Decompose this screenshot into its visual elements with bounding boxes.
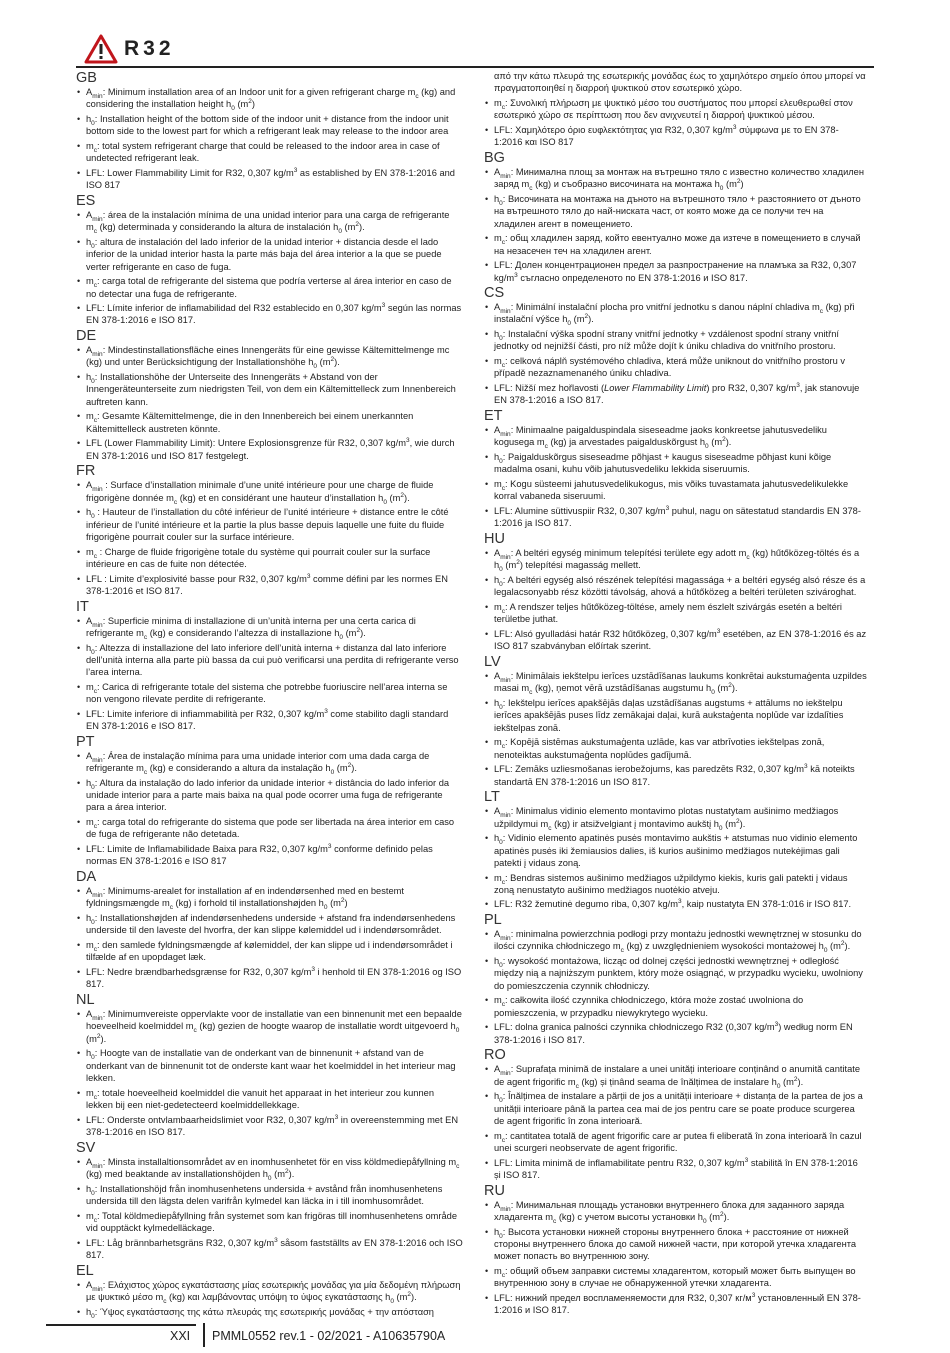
definition-item: • $A_{min}$: Área de instalação mínima para uma unidade interior com uma dada carga de refrigerante $m_c$ (kg) e considerando a altura da instalação $h_0$ $(m^2)$.	[76, 750, 463, 775]
definition-item: • $h_0$: Installationshöjd från inomhusenhetens undersida + avstånd från inomhusenhetens undersida till den lägsta delen varifrån kylmedel kan läcka in i till inomhusområdet.	[76, 1183, 463, 1208]
definition-item: • LFL: Nižší mez hořlavosti (Lower Flammability Limit) pro R32, 0,307 $kg/m^3$, jak stanovuje EN 378-1:2016 a ISO 817.	[484, 382, 867, 407]
definition-item: • $A_{min}$: Minimální instalační plocha pro vnitřní jednotku s danou náplní chladiva $m_c$ (kg) při instalační výšce $h_0$ $(m^2)$.	[484, 301, 867, 326]
definition-item: • $h_0$: altura de instalación del lado inferior de la unidad interior + distancia desde el lado inferior de la unidad interior hasta la parte más baja del área interior a la que se puede verter refrigerante en caso de fuga.	[76, 236, 463, 273]
definition-list	[484, 70, 867, 149]
definition-item: • $A_{min}$: Минимална площ за монтаж на вътрешно тяло с известно количество хладилен заряд $m_c$ (kg) и съобразно височината на монтажа $h_0$ $(m^2)$	[484, 166, 867, 191]
definition-item: • $h_0$: Installationshøjden af indendørsenhedens underside + afstand fra indendørsenhedens underside til den laveste del hvorfra, der kan slippe kølemiddel ud i indendørsområdet.	[76, 912, 463, 937]
definition-list	[76, 750, 463, 868]
definition-item: • $m_c$ : Charge de fluide frigorigène totale du système qui pourrait couler sur la surface intérieure en cas de fuite non détectée.	[76, 546, 463, 571]
language-code: ET	[484, 408, 503, 425]
definition-list	[484, 547, 867, 653]
language-code: ES	[76, 192, 96, 209]
section-nl	[76, 993, 463, 1138]
section-lv	[484, 655, 867, 788]
definition-item: • LFL: Limita minimă de inflamabilitate pentru R32, 0,307 $kg/m^3$ stabilită în EN 378-1:2016 și ISO 817.	[484, 1157, 867, 1182]
section-el	[76, 1264, 463, 1318]
definition-item: • $A_{min}$: Minimums-arealet for installation af en indendørsenhed med en bestemt fyldningsmængde $m_c$ (kg) i forhold til installationshøjden $h_0$ $(m^2)$	[76, 885, 463, 910]
section-ro	[484, 1048, 867, 1181]
language-code: HU	[484, 531, 505, 548]
definition-item: • $h_0$: A beltéri egység alsó részének telepítési magassága + a beltéri egység alsó része és a legalacsonyabb rész közötti távolság, ahová a hűtőközeg a beltéri területen szivároghat.	[484, 574, 867, 599]
definition-item: • LFL: Nedre brændbarhedsgrænse for R32, 0,307 $kg/m^3$ i henhold til EN 378-1:2016 og ISO 817.	[76, 966, 463, 991]
language-code: CS	[484, 285, 505, 302]
definition-item: • $A_{min}$: Superficie minima di installazione di un’unità interna per una certa carica di refrigerante $m_c$ (kg) e considerando l’altezza di installazione $h_0$ $(m^2)$.	[76, 615, 463, 640]
section-pl	[484, 913, 867, 1046]
definition-item: • LFL: Límite inferior de inflamabilidad del R32 establecido en 0,307 $kg/m^3$ según las normas EN 378-1:2016 e ISO 817.	[76, 302, 463, 327]
definition-list	[76, 615, 463, 733]
section-sv	[76, 1141, 463, 1262]
definition-list	[484, 670, 867, 788]
definition-item: • $A_{min}$: Минимальная площадь установки внутреннего блока для заданного заряда хладагента $m_c$ (kg) с учетом высоты установки $h_0$ $(m^2)$.	[484, 1199, 867, 1224]
definition-list	[76, 209, 463, 327]
definition-item: • $A_{min}$: A beltéri egység minimum telepítési területe egy adott $m_c$ (kg) hűtőközeg-töltés és a $h_0$ $(m^2)$ telepítési magasság mellett.	[484, 547, 867, 572]
language-code: NL	[76, 992, 95, 1009]
definition-item: • $h_0$: Instalační výška spodní strany vnitřní jednotky + vzdálenost spodní strany vnitřní jednotky od nejnižší části, pro níž může dojít k úniku chladiva do vnitřního prostoru.	[484, 328, 867, 353]
definition-item: • $h_0$: Installation height of the bottom side of the indoor unit + distance from the indoor unit bottom side to the lowest part for which a refrigerant leak may release to the indoor area	[76, 113, 463, 138]
definition-item: • LFL: Alumine süttivuspiir R32, 0,307 $kg/m^3$ puhul, nagu on sätestatud standardis EN 378-1:2016 ja ISO 817.	[484, 505, 867, 530]
definition-list	[76, 344, 463, 462]
section-it	[76, 600, 463, 733]
section-es	[76, 194, 463, 327]
section-pt	[76, 735, 463, 868]
continuation-text: από την κάτω πλευρά της εσωτερικής μονάδας έως το χαμηλότερο σημείο όπου μπορεί να πραγματοποιηθεί η διαρροή ψυκτικού στον εσωτερικό χώρο.	[494, 71, 866, 94]
definition-item: • $h_0$: Paigalduskõrgus siseseadme põhjast + kaugus siseseadme põhjast kuni kõige madalma osani, kuhu võib jahutusvedeliku lekkida siseruumis.	[484, 451, 867, 476]
language-code: DE	[76, 328, 97, 345]
definition-item: • $h_0$: Altura da instalação do lado inferior da unidade interior + distância do lado inferior da unidade interior para a parte mais baixa na qual pode ocorrer uma fuga de refrigerante para a área interior.	[76, 777, 463, 814]
section-hu	[484, 532, 867, 653]
document-reference: PMML0552 rev.1 - 02/2021 - A10635790A	[212, 1329, 446, 1343]
definition-item: • $m_c$: totale hoeveelheid koelmiddel die vanuit het apparaat in het interieur zou kunnen lekken bij een niet-gedetecteerd koelmiddellekkage.	[76, 1087, 463, 1112]
definition-item: • $h_0$: Vidinio elemento apatinės pusės montavimo aukštis + atstumas nuo vidinio elemento apatinės pusės iki žemiausios dalies, iš kurios aušinimo medžiagos nutekėjimas gali patekti į vidaus zoną.	[484, 832, 867, 869]
definition-item: • $A_{min}$: área de la instalación mínima de una unidad interior para una carga de refrigerante $m_c$ (kg) determinada y considerando la altura de instalación $h_0$ $(m^2)$.	[76, 209, 463, 234]
definition-item: • $h_0$: Ύψος εγκατάστασης της κάτω πλευράς της εσωτερικής μονάδας + την απόσταση	[76, 1306, 463, 1318]
definition-item: • LFL: Lower Flammability Limit for R32, 0,307 $kg/m^3$ as established by EN 378-1:2016 and ISO 817	[76, 167, 463, 192]
definition-item: • $m_c$: cantitatea totală de agent frigorific care ar putea fi eliberată în zona interioară în cazul unei scurgeri neobservate de agent frigorific.	[484, 1130, 867, 1155]
definition-item: • $h_0$: Iekštelpu ierīces apakšējās daļas uzstādīšanas augstums + attālums no iekštelpu ierīces apakšējās puses līdz zemākajai daļai, kurā aukstaģenta noplūde var izdalīties iekštelpas zonā.	[484, 697, 867, 734]
definition-item: • $h_0$: Installationshöhe der Unterseite des Innengeräts + Abstand von der Innengeräteunterseite zum niedrigsten Teil, von dem ein Kältemittelleck zum Innenbereich auftreten kann.	[76, 371, 463, 408]
definition-item: • $A_{min}$: Minimum installation area of an Indoor unit for a given refrigerant charge $m_c$ (kg) and considering the installation height $h_0$ $(m^2)$	[76, 86, 463, 111]
definition-item: • $A_{min}$: Minsta installaltionsområdet av en inomhusenhetet för en viss köldmediepåfyllning $m_c$ (kg) med beaktande av installationshöjden $h_0$ $(m^2)$.	[76, 1156, 463, 1181]
page-footer	[46, 1320, 476, 1350]
section-lt	[484, 790, 867, 911]
definition-item: • LFL: нижний предел воспламеняемости для R32, 0,307 $кг/м^3$ установленный EN 378-1:2016 и ISO 817.	[484, 1292, 867, 1317]
definition-item: • $A_{min}$: minimalna powierzchnia podłogi przy montażu jednostki wewnętrznej w stosunku do ilości czynnika chłodniczego $m_c$ (kg) z uwzględnieniem wysokości montażowej $h_0$ $(m^2)$.	[484, 928, 867, 953]
definition-item: • $m_c$: A rendszer teljes hűtőközeg-töltése, amely nem észlelt szivárgás esetén a beltéri területbe juthat.	[484, 601, 867, 626]
definition-item: • $A_{min}$ : Surface d’installation minimale d’une unité intérieure pour une charge de fluide frigorigène donnée $m_c$ (kg) et en considérant une hauteur d’installation $h_0$ $(m^2)$.	[76, 479, 463, 504]
definition-item: • $A_{min}$: Mindestinstallationsfläche eines Innengeräts für eine gewisse Kältemittelmenge mc (kg) und unter Berücksichtigung der Installationshöhe $h_0$ $(m^2)$.	[76, 344, 463, 369]
language-code: IT	[76, 598, 89, 615]
definition-list	[484, 928, 867, 1046]
definition-item: • LFL: Limite inferiore di infiammabilità per R32, 0,307 $kg/m^3$ come stabilito dagli standard EN 378-1:2016 e ISO 817.	[76, 708, 463, 733]
definition-item: • LFL: Χαμηλότερο όριο ευφλεκτότητας για R32, 0,307 $kg/m^3$ σύμφωνα με το EN 378-1:2016 και ISO 817	[484, 124, 867, 149]
definition-item: • $m_c$: общ хладилен заряд, който евентуално може да изтече в помещението в случай на незасечен теч на хладилен агент.	[484, 232, 867, 257]
language-code: RO	[484, 1047, 506, 1064]
definition-item: • $m_c$: Gesamte Kältemittelmenge, die in den Innenbereich bei einem unerkannten Kältemittelleck austreten könnte.	[76, 410, 463, 435]
section-gb	[76, 71, 463, 192]
page-number: XXI	[170, 1329, 191, 1343]
definition-item: • LFL: Zemāks uzliesmošanas ierobežojums, kas paredzēts R32, 0,307 $kg/m^3$ kā noteikts standartā EN 378-1:2016 un ISO 817.	[484, 763, 867, 788]
definition-item: • $h_0$: Височината на монтажа на дъното на вътрешното тяло + разстоянието от дъното на вътрешното тяло до най-ниската част, от която може да се получи теч на хладилен агент в помещението.	[484, 193, 867, 230]
definition-item: • $A_{min}$: Ελάχιστος χώρος εγκατάστασης μίας εσωτερικής μονάδας για μία δεδομένη πλήρωση με ψυκτικό μέσο $m_c$ (kg) και λαμβάνοντας υπόψη το ύψος εγκατάστασης $h_0$ $(m^2)$.	[76, 1279, 463, 1304]
definition-item: • $m_c$: Συνολική πλήρωση με ψυκτικό μέσο του συστήματος που μπορεί ελευθερωθεί στον εσωτερικό χώρο σε περίπτωση που δεν ανιχνευτεί η διαρροή ψυκτικού μέσου.	[484, 97, 867, 122]
definition-item: • $h_0$: Высота установки нижней стороны внутреннего блока + расстояние от нижней стороны внутреннего блока до самой нижней части, при которой утечка хладагента может попасть во внутреннюю зону.	[484, 1226, 867, 1263]
language-code: PT	[76, 733, 95, 750]
section-ru	[484, 1184, 867, 1317]
page-header	[84, 34, 175, 64]
section-et	[484, 409, 867, 530]
footer-rule	[46, 1324, 196, 1326]
definition-item: • $A_{min}$: Minimumvereiste oppervlakte voor de installatie van een binnenunit met een bepaalde hoeveelheid koelmiddel $m_c$ (kg) gezien de hoogte waarop de installatie wordt uitgevoerd $h_0$ $(m^2)$.	[76, 1008, 463, 1045]
definition-item: • $h_0$: wysokość montażowa, licząc od dolnej części jednostki wewnętrznej + odległość między nią a najniższym punktem, który może osiągnąć, w przypadku wycieku, uwolniony do pomieszczenia czynnik chłodniczy.	[484, 955, 867, 992]
language-code: LT	[484, 789, 500, 806]
section-el-continued	[484, 70, 867, 149]
left-column	[76, 70, 463, 1320]
definition-list	[484, 1199, 867, 1317]
language-code: SV	[76, 1139, 96, 1156]
definition-item: • LFL: Долен концентрационен предел за разпространение на пламъка за R32, 0,307 $kg/m^3$ съгласно определеното по EN 378-1:2016 и ISO 817.	[484, 259, 867, 284]
footer-divider	[203, 1323, 205, 1347]
definition-list	[484, 424, 867, 530]
definition-item: • $h_0$ : Hauteur de l’installation du côté inférieur de l’unité intérieure + distance entre le côté inférieur de l’unité intérieure et la partie la plus basse depuis laquelle une fuite du fluide frigorigène pourrait couler sur la surface intérieure.	[76, 506, 463, 543]
definition-item: • LFL: dolna granica palności czynnika chłodniczego R32 (0,307 $kg/m^3$) według norm EN 378-1:2016 i ISO 817.	[484, 1021, 867, 1046]
language-code: LV	[484, 654, 501, 670]
definition-item: • LFL: Onderste ontvlambaarheidslimiet voor R32, 0,307 $kg/m^3$ in overeenstemming met EN 378-1:2016 en ISO 817.	[76, 1114, 463, 1139]
header-rule	[76, 66, 874, 68]
section-de	[76, 329, 463, 462]
definition-list	[484, 1063, 867, 1181]
language-code: FR	[76, 463, 96, 480]
section-fr	[76, 464, 463, 597]
language-code: GB	[76, 70, 97, 86]
definition-item: • $m_c$: całkowita ilość czynnika chłodniczego, która może zostać uwolniona do pomieszczenia, w przypadku niewykrytego wycieku.	[484, 994, 867, 1019]
definition-item: • $m_c$: carga total do refrigerante do sistema que pode ser libertada na área interior em caso de fuga de refrigerante não detetada.	[76, 816, 463, 841]
definition-item: • $m_c$: Kogu süsteemi jahutusvedelikukogus, mis võiks tuvastamata jahutusvedelikulekke korral vabaneda siseruumi.	[484, 478, 867, 503]
warning-triangle-icon	[84, 34, 118, 64]
definition-item: • $m_c$: общий объем заправки системы хладагентом, который может быть выпущен во внутреннюю зону в случае не обнаруженной утечки хладагента.	[484, 1265, 867, 1290]
right-column	[484, 70, 867, 1319]
definition-item: • $m_c$: celková náplň systémového chladiva, která může uniknout do vnitřního prostoru v případě nezaznamenaného úniku chladiva.	[484, 355, 867, 380]
language-code: BG	[484, 149, 505, 166]
definition-item: • $m_c$: carga total de refrigerante del sistema que podría verterse al área interior en caso de no detectar una fuga de refrigerante.	[76, 275, 463, 300]
definition-list	[484, 301, 867, 407]
definition-item: • $A_{min}$: Minimālais iekštelpu ierīces uzstādīšanas laukums konkrētai aukstumaģenta uzpildes masai $m_c$ (kg), ņemot vērā uzstādīšanas augstumu $h_0$ $(m^2)$.	[484, 670, 867, 695]
brand-label: R32	[124, 37, 175, 60]
language-code: RU	[484, 1182, 505, 1199]
definition-item: • LFL: Alsó gyulladási határ R32 hűtőközeg, 0,307 $kg/m^3$ esetében, az EN 378-1:2016 és az ISO 817 szabványban előírtak szerint.	[484, 628, 867, 653]
section-bg	[484, 151, 867, 284]
definition-item: • $h_0$: Înălțimea de instalare a părții de jos a unității interioare + distanța de la partea de jos a unității interioare până la partea cea mai de jos pentru care se poate produce scurgerea de agent frigorific în zona interioară.	[484, 1090, 867, 1127]
definition-list	[76, 1279, 463, 1318]
definition-item: • LFL : Limite d’explosivité basse pour R32, 0,307 $kg/m^3$ comme défini par les normes EN 378-1:2016 et ISO 817.	[76, 573, 463, 598]
definition-item: • $A_{min}$: Suprafața minimă de instalare a unei unități interioare conținând o anumită cantitate de agent frigorific $m_c$ (kg) și ținând seama de înălțimea de instalare $h_0$ $(m^2)$.	[484, 1063, 867, 1088]
definition-item: • $m_c$: Carica di refrigerante totale del sistema che potrebbe fuoriuscire nell’area interna se non vengono rilevate perdite di refrigerante.	[76, 681, 463, 706]
definition-item: • LFL: Låg brännbarhetsgräns R32, 0,307 $kg/m^3$ såsom fastställts av EN 378-1:2016 och ISO 817.	[76, 1237, 463, 1262]
definition-item: • $m_c$: total system refrigerant charge that could be released to the indoor area in case of undetected refrigerant leak.	[76, 140, 463, 165]
language-code: DA	[76, 869, 97, 886]
definition-list	[76, 479, 463, 597]
definition-item: • LFL: R32 žemutinė degumo riba, 0,307 $kg/m^3$, kaip nustatyta EN 378-1:016 ir ISO 817.	[484, 898, 867, 910]
definition-item: • $m_c$: Bendras sistemos aušinimo medžiagos užpildymo kiekis, kuris gali patekti į vidaus zoną nenustatyto aušinimo medžiagos nuotėkio atveju.	[484, 872, 867, 897]
section-cs	[484, 286, 867, 407]
definition-item: • $m_c$: Total köldmediepåfyllning från systemet som kan frigöras till inomhusenhetens område vid oupptäckt kylmedelläckage.	[76, 1210, 463, 1235]
definition-item: • LFL: Limite de Inflamabilidade Baixa para R32, 0,307 $kg/m^3$ conforme definido pelas normas EN 378-1:2016 e ISO 817	[76, 843, 463, 868]
definition-item: • LFL (Lower Flammability Limit): Untere Explosionsgrenze für R32, 0,307 $kg/m^3$, wie durch EN 378-1:2016 und ISO 817 festgelegt.	[76, 437, 463, 462]
definition-list	[76, 86, 463, 192]
language-code: EL	[76, 1262, 94, 1279]
definition-item: • $h_0$: Altezza di installazione del lato inferiore dell’unità interna + distanza dal lato inferiore dell’unità interna alla parte più bassa da cui può verificarsi una perdita di refrigerante verso l’area interna.	[76, 642, 463, 679]
definition-list	[484, 805, 867, 911]
definition-list	[76, 885, 463, 991]
definition-item: • $A_{min}$: Minimalus vidinio elemento montavimo plotas nustatytam aušinimo medžiagos užpildymui $m_c$ (kg) ir atsižvelgiant į montavimo aukštį $h_0$ $(m^2)$.	[484, 805, 867, 830]
definition-list	[484, 166, 867, 284]
section-da	[76, 870, 463, 991]
definition-item: • $m_c$: Kopējā sistēmas aukstumaģenta uzlāde, kas var atbrīvoties iekštelpas zonā, nenoteiktas aukstumaģenta noplūdes gadījumā.	[484, 736, 867, 761]
language-code: PL	[484, 912, 502, 929]
definition-item: • $h_0$: Hoogte van de installatie van de onderkant van de binnenunit + afstand van de onderkant van de binnenunit tot de onderste kant waar het koelmiddel in het interieur mag lekken.	[76, 1047, 463, 1084]
definition-item: • $A_{min}$: Minimaalne paigalduspindala siseseadme jaoks konkreetse jahutusvedeliku kogusega $m_c$ (kg) ja arvestades paigalduskõrgust $h_0$ $(m^2)$.	[484, 424, 867, 449]
definition-list	[76, 1008, 463, 1138]
definition-list	[76, 1156, 463, 1262]
definition-item: • $m_c$: den samlede fyldningsmængde af kølemiddel, der kan slippe ud i indendørsområdet i tilfælde af en upopdaget læk.	[76, 939, 463, 964]
